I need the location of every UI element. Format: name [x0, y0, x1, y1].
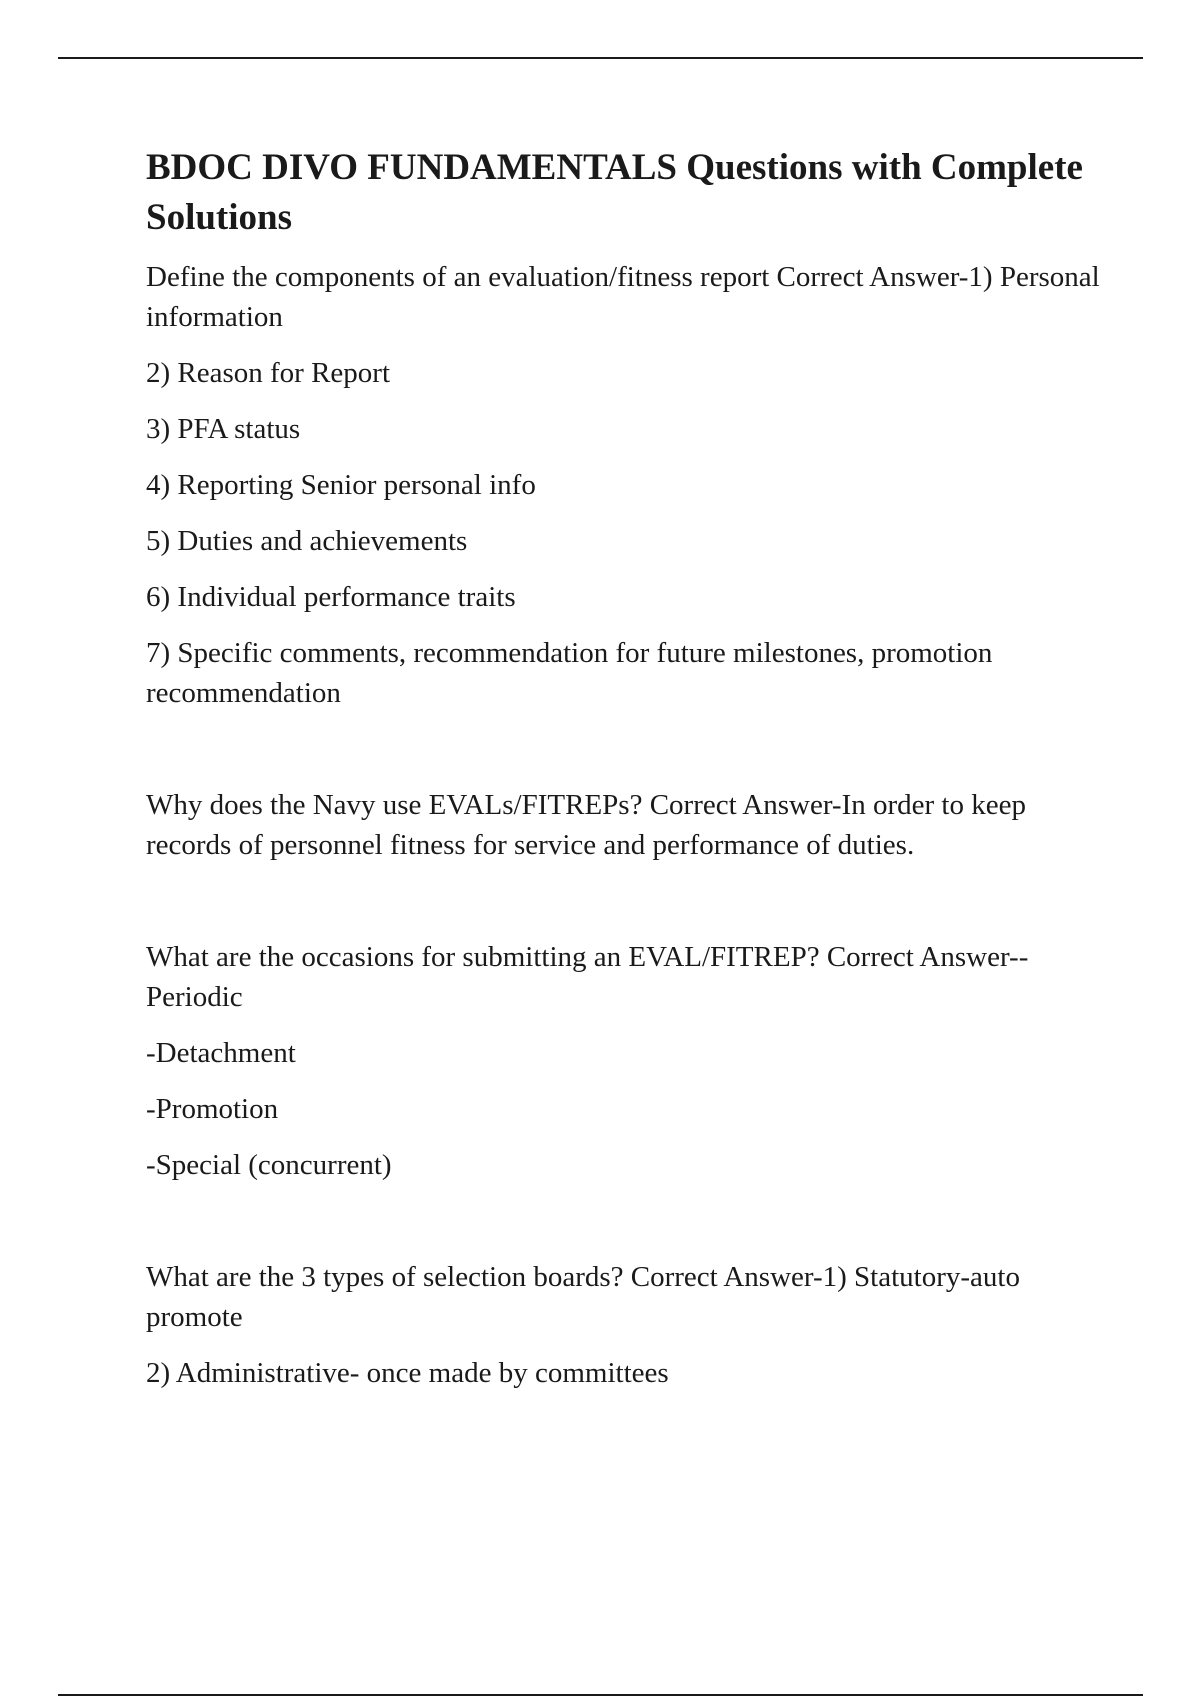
question-paragraph: What are the 3 types of selection boards? Correct Answer-1) Statutory-auto promote [146, 1261, 1020, 1333]
answer-item: 2) Administrative- once made by committees [146, 1357, 669, 1389]
bottom-rule [58, 1694, 1143, 1696]
top-rule [58, 57, 1143, 59]
page-content [146, 143, 1106, 1393]
answer-item: -Special (concurrent) [146, 1149, 392, 1181]
answer-item: 6) Individual performance traits [146, 581, 516, 613]
qa-section-evaluation-components [146, 257, 1106, 713]
answer-item: 4) Reporting Senior personal info [146, 469, 536, 501]
answer-item: 7) Specific comments, recommendation for future milestones, promotion recommendation [146, 637, 993, 709]
qa-section-occasions [146, 937, 1106, 1185]
question-paragraph: Why does the Navy use EVALs/FITREPs? Correct Answer-In order to keep records of personnel fitness for service and performance of duties. [146, 789, 1026, 861]
document-title: BDOC DIVO FUNDAMENTALS Questions with Complete Solutions [146, 147, 1083, 238]
question-paragraph: Define the components of an evaluation/fitness report Correct Answer-1) Personal information [146, 261, 1100, 333]
answer-item: 3) PFA status [146, 413, 301, 445]
question-paragraph: What are the occasions for submitting an EVAL/FITREP? Correct Answer--Periodic [146, 941, 1029, 1013]
answer-item: -Promotion [146, 1093, 279, 1125]
qa-section-why-evals [146, 785, 1106, 865]
qa-section-selection-boards [146, 1257, 1106, 1393]
answer-item: 2) Reason for Report [146, 357, 391, 389]
answer-item: -Detachment [146, 1037, 296, 1069]
answer-item: 5) Duties and achievements [146, 525, 468, 557]
